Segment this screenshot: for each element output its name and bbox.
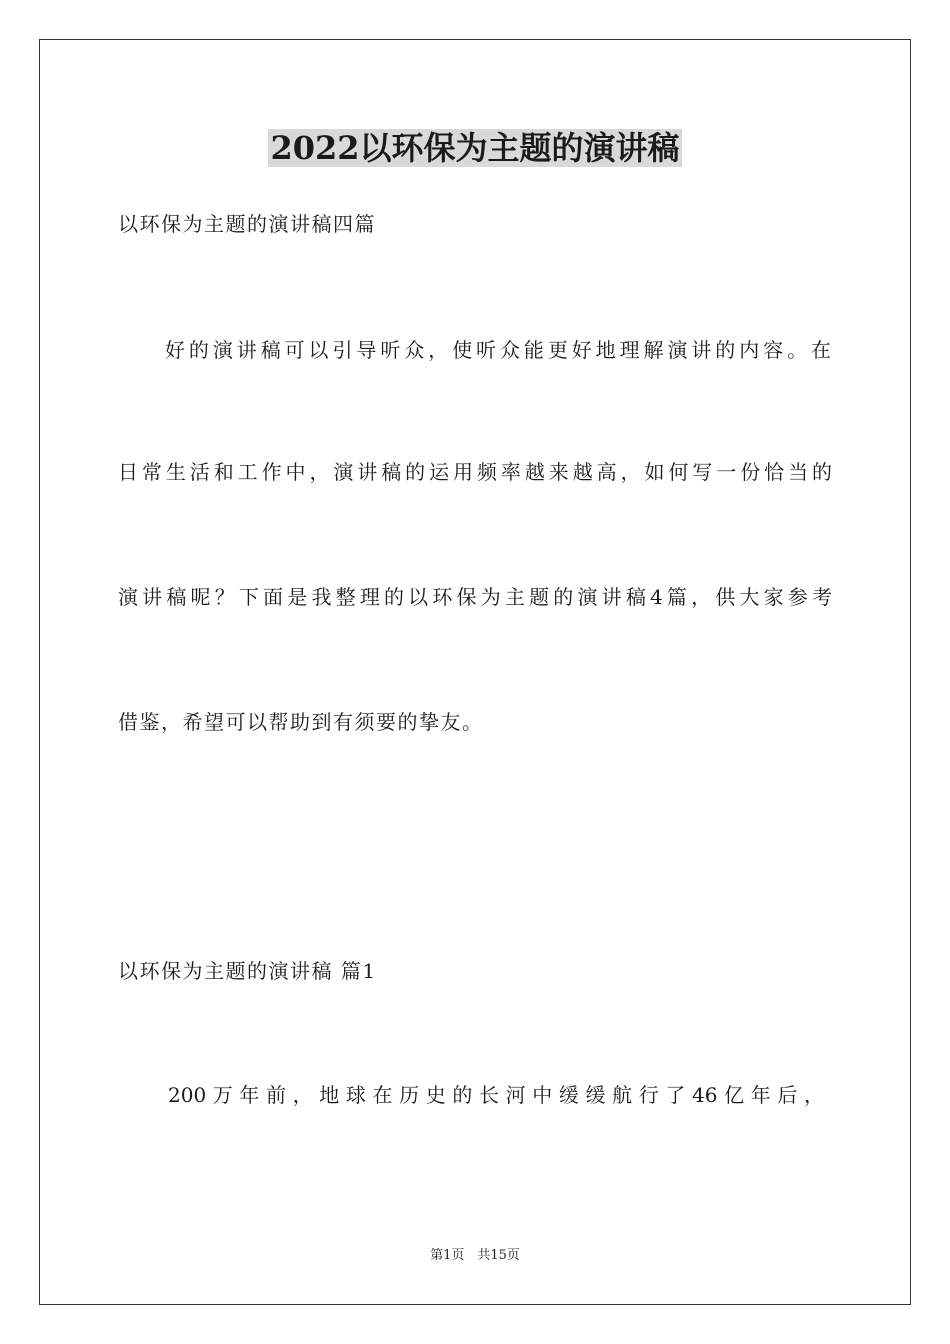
section-heading: 以环保为主题的演讲稿 篇1 [118,959,377,983]
document-title-text: 2022以环保为主题的演讲稿 [270,129,680,167]
page-number-footer: 第1页 共15页 [430,1248,520,1263]
intro-line-3: 演讲稿呢？下面是我整理的以环保为主题的演讲稿4篇，供大家参考 [118,585,832,609]
document-title [0,128,950,168]
intro-line-2: 日常生活和工作中，演讲稿的运用频率越来越高，如何写一份恰当的 [118,460,832,484]
intro-line-1: 好的演讲稿可以引导听众，使听众能更好地理解演讲的内容。在 [165,338,831,362]
intro-line-4: 借鉴，希望可以帮助到有须要的挚友。 [118,710,484,734]
section-first-line: 200万年前，地球在历史的长河中缓缓航行了46亿年后， [168,1083,824,1107]
document-subtitle: 以环保为主题的演讲稿四篇 [118,212,376,236]
